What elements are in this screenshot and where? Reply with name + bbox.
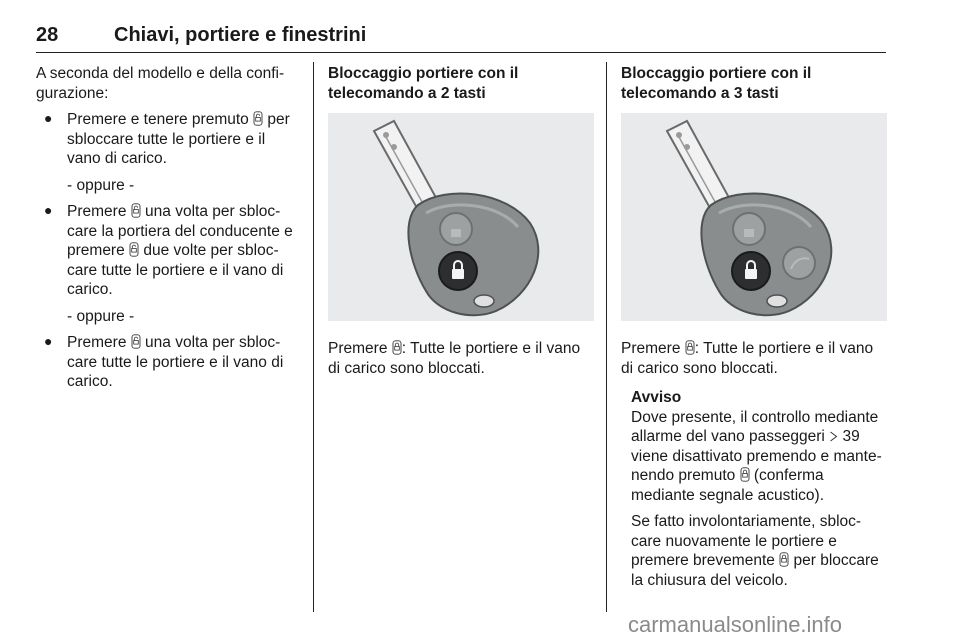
key-fob [408, 193, 538, 315]
column-divider [606, 62, 607, 612]
body-text: Premere : Tutte le portiere e il vano di carico sono bloccati. [621, 340, 874, 377]
list-item: ● Premere una volta per sbloc-care la portiera del conducente e premere due volte per sbloc-care tutte le portiere e il vano di carico. [44, 202, 293, 298]
lock-icon [392, 340, 402, 355]
unlock-button [733, 213, 765, 245]
bullet-dot: ● [44, 110, 53, 126]
body-text: Premere : Tutte le portiere e il vano di carico sono bloccati. [328, 340, 581, 377]
lock-icon [740, 467, 750, 482]
column-3-button-remote [621, 64, 887, 597]
remote-key-illustration [621, 113, 887, 321]
note-paragraph: Se fatto involontariamente, sbloc-care nuovamente le portiere e premere brevemente per bloccare la chiusura del veicolo. [631, 513, 879, 589]
bullet-dot: ● [44, 333, 53, 349]
unlock-button [440, 213, 472, 245]
intro-text: A seconda del modello e della confi-gurazione: [36, 65, 285, 102]
list-item: ● Premere una volta per sbloc-care tutte le portiere e il vano di carico. [44, 333, 284, 390]
bullet-list [36, 110, 302, 169]
page-reference[interactable]: 39 [842, 428, 860, 445]
reference-arrow-icon [829, 430, 838, 443]
lock-button [439, 252, 477, 290]
tailgate-button [783, 247, 815, 279]
page-number: 28 [36, 24, 59, 46]
key-ring-hole [767, 295, 787, 307]
unlock-icon [131, 334, 141, 349]
bullet-dot: ● [44, 202, 53, 218]
or-separator: - oppure - [67, 176, 135, 194]
or-separator: - oppure - [67, 307, 135, 325]
remote-key-illustration [328, 113, 594, 321]
note-box [621, 388, 887, 590]
section-heading: Bloccaggio portiere con il telecomando a 2 tasti [328, 65, 519, 102]
column-2-button-remote [328, 64, 594, 385]
note-paragraph: Dove presente, il controllo mediante allarme del vano passeggeri 39 viene disattivato premendo e mante-nendo premuto (conferma mediante segnale acustico). [631, 408, 882, 504]
lock-button [732, 252, 770, 290]
unlock-icon [253, 111, 263, 126]
section-heading: Bloccaggio portiere con il telecomando a 3 tasti [621, 65, 812, 102]
column-divider [313, 62, 314, 612]
unlock-icon [129, 242, 139, 257]
list-item: ● Premere e tenere premuto per sbloccare tutte le portiere e il vano di carico. [44, 110, 290, 167]
watermark: carmanualsonline.info [628, 612, 843, 637]
column-unlock [36, 64, 302, 399]
lock-icon [685, 340, 695, 355]
page-header [36, 24, 886, 53]
unlock-icon [131, 203, 141, 218]
note-title: Avviso [631, 389, 682, 406]
key-ring-hole [474, 295, 494, 307]
lock-icon [779, 552, 789, 567]
page-title: Chiavi, portiere e finestrini [114, 24, 367, 46]
